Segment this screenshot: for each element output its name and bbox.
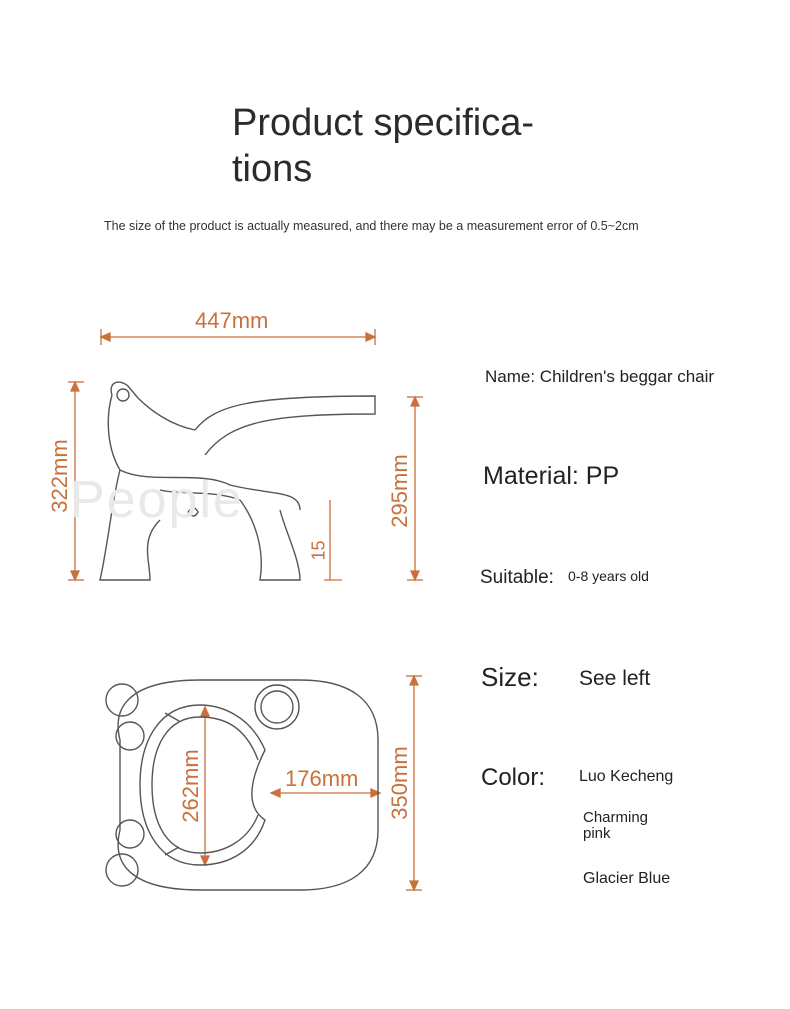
spec-name: Name: Children's beggar chair bbox=[485, 367, 715, 386]
watermark: People bbox=[70, 471, 244, 529]
dim-height-left: 322mm bbox=[47, 439, 72, 513]
spec-color-option: Luo Kecheng bbox=[579, 768, 674, 785]
dim-depth: 350mm bbox=[387, 746, 412, 820]
spec-color-label: Color: bbox=[481, 764, 546, 791]
spec-size-value: See left bbox=[579, 667, 651, 690]
dim-width-top: 447mm bbox=[195, 308, 269, 333]
spec-color-option: Charming pink bbox=[583, 809, 649, 842]
dim-tray-width: 176mm bbox=[285, 766, 359, 791]
spec-suitable-label: Suitable: bbox=[480, 567, 554, 588]
page-title: Product specifica-tions bbox=[232, 102, 535, 190]
spec-material: Material: PP bbox=[483, 462, 620, 490]
spec-size-label: Size: bbox=[481, 662, 539, 692]
spec-color-option: Glacier Blue bbox=[583, 870, 671, 887]
spec-suitable-value: 0-8 years old bbox=[568, 568, 649, 584]
dimension-lines bbox=[68, 329, 423, 890]
dim-seat-small: 15 bbox=[308, 540, 329, 561]
measurement-note: The size of the product is actually measured, and there may be a measurement error of 0.5~2cm bbox=[104, 219, 639, 233]
dim-inner-diameter: 262mm bbox=[178, 749, 203, 823]
dim-height-right: 295mm bbox=[387, 454, 412, 528]
